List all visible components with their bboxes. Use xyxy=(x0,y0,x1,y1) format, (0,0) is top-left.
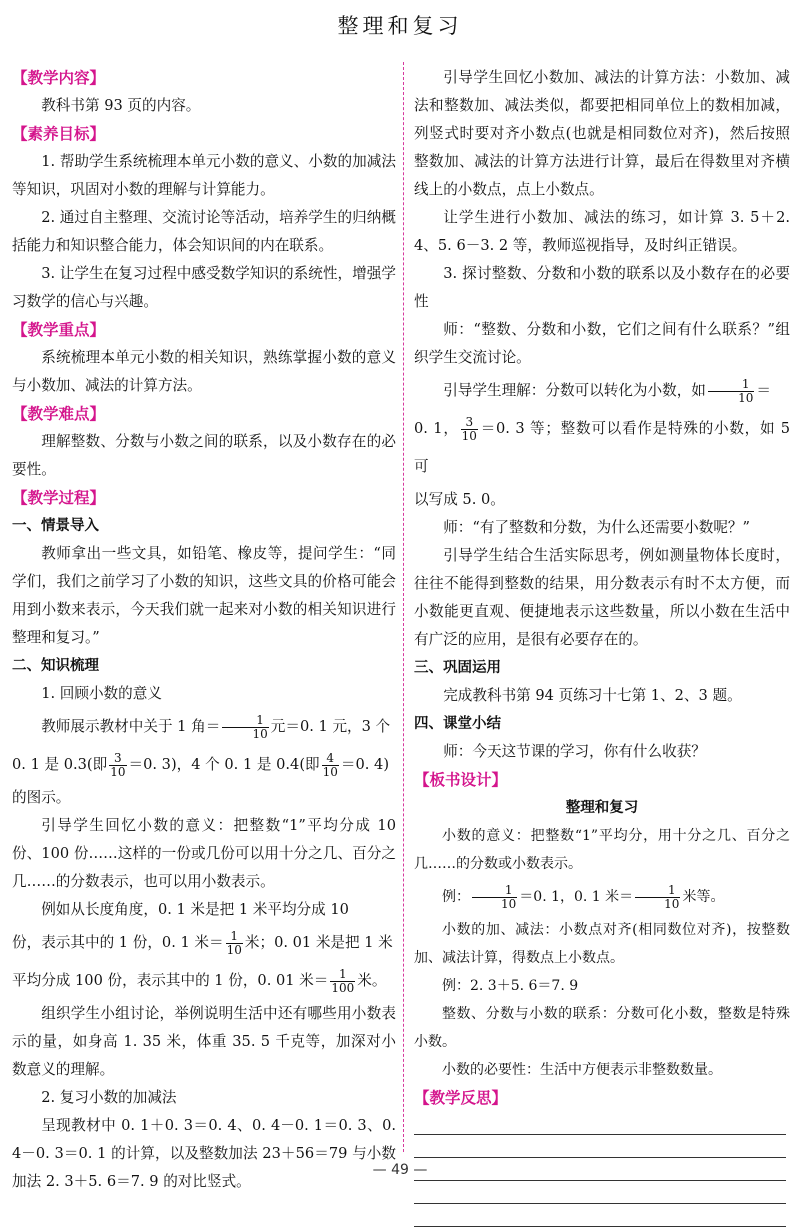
fraction-to-decimal-2: 0. 1， $\frac{3}{10}$ ＝0. 3 等；整数可以看作是特殊的小数，如 5 可 xyxy=(414,414,790,475)
section-process: 【教学过程】 xyxy=(12,489,106,507)
page-title: 整理和复习 xyxy=(337,14,463,38)
board-design xyxy=(414,794,790,1084)
decimal-meaning-line-3: 的图示。 xyxy=(12,789,71,806)
length-example-2: 份，表示其中的 1 份，0. 1 米＝ $\frac{1}{10}$ 米；0. 01 米是把 1 米 xyxy=(12,928,393,957)
fraction-one-tenth-3: $\frac{1}{10}$ xyxy=(708,378,754,405)
right-column xyxy=(414,64,790,1227)
fraction-three-tenths-2: $\frac{3}{10}$ xyxy=(461,414,477,443)
calc-method: 引导学生回忆小数加、减法的计算方法：小数加、减法和整数加、减法类似，都要把相同单位上的数相加减，列竖式时要对齐小数点(也就是相同数位对齐)，然后按照整数加、减法的计算方法进行计算，最后在得数里对齐横线上的小数点，点上小数点。 xyxy=(414,69,790,198)
fraction-one-tenth: $\frac{1}{10}$ xyxy=(222,714,268,741)
column-divider xyxy=(403,62,404,1152)
step-2-2-title: 2. 复习小数的加减法 xyxy=(41,1089,177,1106)
step-3-title: 三、巩固运用 xyxy=(414,660,501,676)
teacher-question-1: 师：“整数、分数和小数，它们之间有什么联系？”组织学生交流讨论。 xyxy=(414,321,790,366)
fraction-three-tenths: $\frac{3}{10}$ xyxy=(110,750,126,779)
board-line-6: 小数的必要性：生活中方便表示非整数数量。 xyxy=(442,1062,722,1078)
step-1-text: 教师拿出一些文具，如铅笔、橡皮等，提问学生：“同学们，我们之前学习了小数的知识，这些文具的价格可能会用到小数来表示，今天我们就一起来对小数的相关知识进行整理和复习。” xyxy=(12,545,396,646)
step-2-2-text: 呈现教材中 0. 1＋0. 3＝0. 4、0. 4－0. 1＝0. 3、0. 4－0. 3＝0. 1 的计算，以及整数加法 23＋56＝79 与小数加法 2. 3＋5. 6＝7. 9 的对比竖式。 xyxy=(12,1117,396,1190)
decimal-meaning-line-1: 教师展示教材中关于 1 角＝ $\frac{1}{10}$ 元＝0. 1 元，3 个 xyxy=(41,712,391,741)
fraction-one-tenth-2: $\frac{1}{10}$ xyxy=(226,928,242,957)
page-number: — 49 — xyxy=(372,1162,428,1178)
decimal-meaning-line-2: 0. 1 是 0.3(即 $\frac{3}{10}$ ＝0. 3)，4 个 0. 1 是 0.4(即 $\frac{4}{10}$ ＝0. 4) xyxy=(12,750,390,779)
step-1-title: 一、情景导入 xyxy=(12,518,99,534)
section-board-design: 【板书设计】 xyxy=(414,771,508,789)
step-2-1-title: 1. 回顾小数的意义 xyxy=(41,685,162,702)
step-2-title: 二、知识梳理 xyxy=(12,658,99,674)
step-4-text: 师：今天这节课的学习，你有什么收获？ xyxy=(443,743,706,760)
board-line-2: 例： $\frac{1}{10}$ ＝0. 1，0. 1 米＝ $\frac{1}{10}$ 米等。 xyxy=(442,882,725,911)
board-line-3: 小数的加、减法：小数点对齐(相同数位对齐)，按整数加、减法计算，得数点上小数点。 xyxy=(414,922,790,966)
writing-line xyxy=(414,1135,786,1158)
difficulty-text: 理解整数、分数与小数之间的联系，以及小数存在的必要性。 xyxy=(12,433,396,478)
section-key-points: 【教学重点】 xyxy=(12,321,106,339)
board-title: 整理和复习 xyxy=(565,800,639,816)
fraction-to-decimal-1: 引导学生理解：分数可以转化为小数，如 $\frac{1}{10}$ ＝ xyxy=(443,376,771,405)
goal-2: 2. 通过自主整理、交流讨论等活动，培养学生的归纳概括能力和知识整合能力，体会知识间的内在联系。 xyxy=(12,209,396,254)
fraction-one-tenth-4: $\frac{1}{10}$ xyxy=(472,884,517,911)
group-discussion: 组织学生小组讨论，举例说明生活中还有哪些用小数表示的量，如身高 1. 35 米，体重 35. 5 千克等，加深对小数意义的理解。 xyxy=(12,1005,396,1078)
teacher-question-2: 师：“有了整数和分数，为什么还需要小数呢？” xyxy=(443,519,750,536)
goal-3: 3. 让学生在复习过程中感受数学知识的系统性，增强学习数学的信心与兴趣。 xyxy=(12,265,396,310)
key-text: 系统梳理本单元小数的相关知识，熟练掌握小数的意义与小数加、减法的计算方法。 xyxy=(12,349,396,394)
board-line-4: 例：2. 3＋5. 6＝7. 9 xyxy=(442,978,579,994)
necessity-explain: 引导学生结合生活实际思考，例如测量物体长度时，往往不能得到整数的结果，用分数表示有时不太方便，而小数能更直观、便捷地表示这些数量，所以小数在生活中有广泛的应用，是很有必要存在的。 xyxy=(414,547,790,648)
length-example-3: 平均分成 100 份，表示其中的 1 份，0. 01 米＝ $\frac{1}{100}$ 米。 xyxy=(12,966,387,995)
fraction-four-tenths: $\frac{4}{10}$ xyxy=(322,750,338,779)
section-teaching-content: 【教学内容】 xyxy=(12,69,106,87)
practice: 让学生进行小数加、减法的练习，如计算 3. 5＋2. 4、5. 6－3. 2 等，教师巡视指导，及时纠正错误。 xyxy=(414,209,790,254)
section-goals: 【素养目标】 xyxy=(12,125,106,143)
writing-line xyxy=(414,1204,786,1227)
step-4-title: 四、课堂小结 xyxy=(414,716,501,732)
writing-line xyxy=(414,1112,786,1135)
board-line-5: 整数、分数与小数的联系：分数可化小数，整数是特殊小数。 xyxy=(414,1006,790,1050)
left-column xyxy=(12,64,396,1196)
decimal-meaning-explain: 引导学生回忆小数的意义：把整数“1”平均分成 10 份、100 份……这样的一份或几份可以用十分之几、百分之几……的分数表示，也可以用小数表示。 xyxy=(12,817,396,890)
content-text: 教科书第 93 页的内容。 xyxy=(41,97,201,114)
length-example-1: 例如从长度角度，0. 1 米是把 1 米平均分成 10 xyxy=(41,901,349,918)
fraction-to-decimal-3: 以写成 5. 0。 xyxy=(414,491,505,508)
board-line-1: 小数的意义：把整数“1”平均分，用十分之几、百分之几……的分数或小数表示。 xyxy=(414,828,790,872)
section-reflection: 【教学反思】 xyxy=(414,1089,508,1107)
step-3-text: 完成教科书第 94 页练习十七第 1、2、3 题。 xyxy=(443,687,742,704)
step-2-3-title: 3. 探讨整数、分数和小数的联系以及小数存在的必要性 xyxy=(414,265,790,310)
goal-1: 1. 帮助学生系统梳理本单元小数的意义、小数的加减法等知识，巩固对小数的理解与计算能力。 xyxy=(12,153,396,198)
fraction-one-hundredth: $\frac{1}{100}$ xyxy=(331,966,355,995)
fraction-one-tenth-5: $\frac{1}{10}$ xyxy=(635,884,680,911)
section-difficulty: 【教学难点】 xyxy=(12,405,106,423)
